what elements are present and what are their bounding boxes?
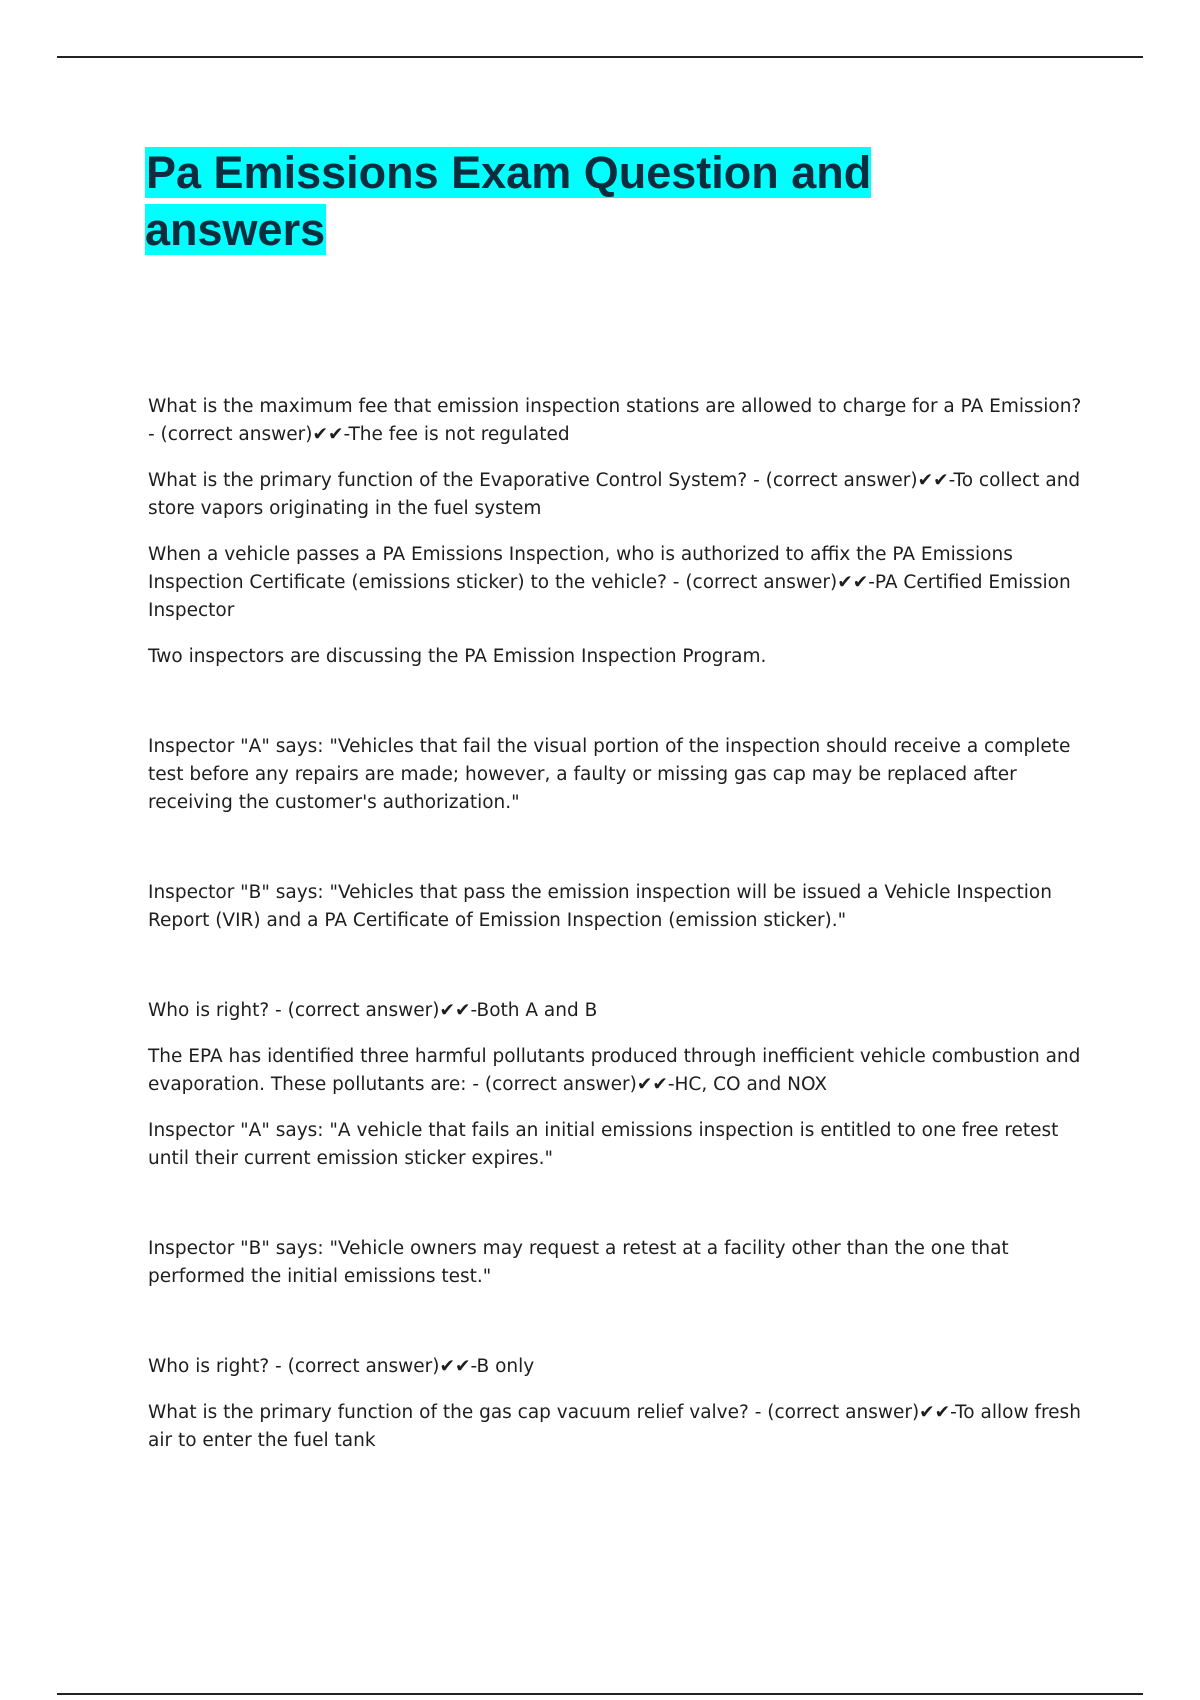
- scenario-inspector-a: Inspector "A" says: "Vehicles that fail the visual portion of the inspection should receive a complete test before any repairs are made; however, a faulty or missing gas cap may be replaced after receiving the customer's authorization.": [148, 736, 1071, 813]
- qa-item-vacuum-relief: What is the primary function of the gas cap vacuum relief valve? - (correct answer)✔✔-To allow fresh air to enter the fuel tank: [148, 1402, 1081, 1451]
- qa-item-who-is-right-1: Who is right? - (correct answer)✔✔-Both A and B: [148, 1000, 598, 1021]
- qa-item-who-is-right-2: Who is right? - (correct answer)✔✔-B only: [148, 1356, 535, 1377]
- document-title: [145, 144, 945, 258]
- qa-item-pollutants: The EPA has identified three harmful pollutants produced through inefficient vehicle combustion and evaporation. These pollutants are: - (correct answer)✔✔-HC, CO and NOX: [148, 1046, 1081, 1095]
- scenario2-inspector-a: Inspector "A" says: "A vehicle that fails an initial emissions inspection is entitled to one free retest until their current emission sticker expires.": [148, 1120, 1059, 1169]
- header-rule: [57, 56, 1143, 58]
- scenario-intro: Two inspectors are discussing the PA Emission Inspection Program.: [148, 646, 767, 667]
- title-highlight: Pa Emissions Exam Question and answers: [145, 147, 872, 255]
- qa-item-max-fee: What is the maximum fee that emission inspection stations are allowed to charge for a PA Emission? - (correct answer)✔✔-The fee is not regulated: [148, 396, 1082, 445]
- scenario-inspector-b: Inspector "B" says: "Vehicles that pass the emission inspection will be issued a Vehicle Inspection Report (VIR) and a PA Certificate of Emission Inspection (emission sticker).": [148, 882, 1052, 931]
- document-body: [145, 393, 1090, 1473]
- qa-item-evap-control: What is the primary function of the Evaporative Control System? - (correct answer)✔✔-To collect and store vapors originating in the fuel system: [148, 470, 1081, 519]
- qa-item-sticker-affix: When a vehicle passes a PA Emissions Inspection, who is authorized to affix the PA Emissions Inspection Certificate (emissions sticker) to the vehicle? - (correct answer)✔✔-PA Certified Emission Inspector: [148, 544, 1071, 621]
- scenario2-inspector-b: Inspector "B" says: "Vehicle owners may request a retest at a facility other than the one that performed the initial emissions test.": [148, 1238, 1009, 1287]
- footer-rule: [57, 1693, 1143, 1695]
